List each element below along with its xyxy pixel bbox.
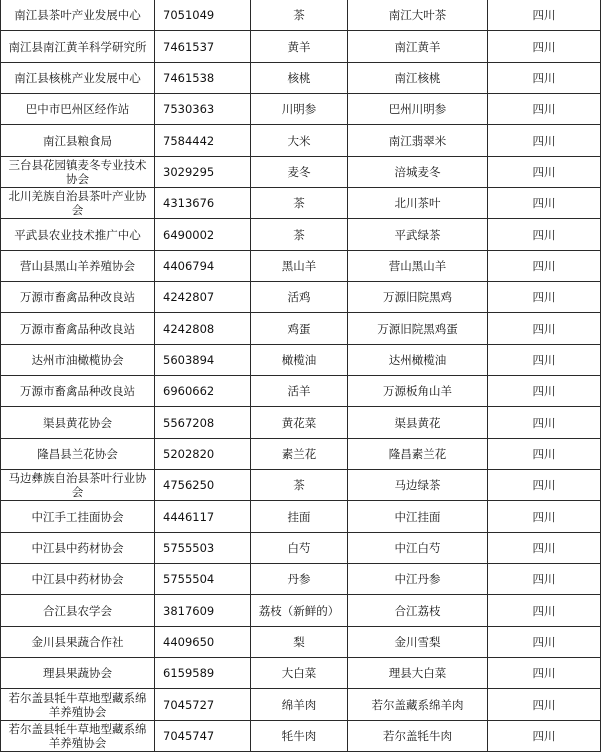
table-row [1,157,601,188]
product-cell: 大米 [251,125,348,157]
registration-number-cell: 6960662 [155,376,251,407]
product-cell: 茶 [251,0,348,31]
product-cell: 绵羊肉 [251,689,348,721]
product-cell: 荔枝（新鲜的） [251,595,348,627]
mark-name-cell: 南江黄羊 [348,31,488,63]
product-cell: 素兰花 [251,439,348,470]
product-cell: 鸡蛋 [251,313,348,345]
region-cell: 四川 [488,313,601,345]
region-cell: 四川 [488,439,601,470]
region-cell: 四川 [488,94,601,125]
applicant-cell: 北川羌族自治县茶叶产业协会 [1,188,155,219]
mark-name-cell: 营山黑山羊 [348,251,488,282]
applicant-cell: 南江县南江黄羊科学研究所 [1,31,155,63]
applicant-cell: 金川县果蔬合作社 [1,627,155,658]
table-row [1,439,601,470]
registration-number-cell: 4756250 [155,470,251,501]
applicant-cell: 中江县中药材协会 [1,533,155,564]
product-cell: 黄羊 [251,31,348,63]
region-cell: 四川 [488,658,601,689]
registration-number-cell: 7530363 [155,94,251,125]
table-row [1,282,601,313]
product-cell: 黄花菜 [251,407,348,439]
mark-name-cell: 南江翡翠米 [348,125,488,157]
mark-name-cell: 巴州川明参 [348,94,488,125]
region-cell: 四川 [488,501,601,533]
registration-number-cell: 4242807 [155,282,251,313]
table-row [1,251,601,282]
table-row [1,31,601,63]
registration-number-cell: 5755504 [155,564,251,595]
applicant-cell: 中江手工挂面协会 [1,501,155,533]
mark-name-cell: 南江核桃 [348,63,488,94]
table-row [1,313,601,345]
registration-number-cell: 5755503 [155,533,251,564]
region-cell: 四川 [488,564,601,595]
region-cell: 四川 [488,282,601,313]
mark-name-cell: 若尔盖藏系绵羊肉 [348,689,488,721]
mark-name-cell: 理县大白菜 [348,658,488,689]
region-cell: 四川 [488,533,601,564]
table-row [1,0,601,31]
mark-name-cell: 隆昌素兰花 [348,439,488,470]
mark-name-cell: 中江挂面 [348,501,488,533]
applicant-cell: 若尔盖县牦牛草地型藏系绵羊养殖协会 [1,721,155,752]
table-row [1,595,601,627]
applicant-cell: 南江县粮食局 [1,125,155,157]
table-row [1,564,601,595]
table-row [1,125,601,157]
mark-name-cell: 中江白芍 [348,533,488,564]
mark-name-cell: 万源旧院黑鸡蛋 [348,313,488,345]
region-cell: 四川 [488,627,601,658]
registration-number-cell: 5567208 [155,407,251,439]
product-cell: 梨 [251,627,348,658]
registration-number-cell: 3817609 [155,595,251,627]
region-cell: 四川 [488,407,601,439]
applicant-cell: 三台县花园镇麦冬专业技术协会 [1,157,155,188]
mark-name-cell: 中江丹参 [348,564,488,595]
mark-name-cell: 合江荔枝 [348,595,488,627]
product-cell: 麦冬 [251,157,348,188]
mark-name-cell: 金川雪梨 [348,627,488,658]
registration-number-cell: 4406794 [155,251,251,282]
table-body [1,0,601,752]
region-cell: 四川 [488,0,601,31]
registration-number-cell: 7045747 [155,721,251,752]
applicant-cell: 南江县茶叶产业发展中心 [1,0,155,31]
table-row [1,376,601,407]
applicant-cell: 隆昌县兰花协会 [1,439,155,470]
region-cell: 四川 [488,345,601,376]
applicant-cell: 万源市畜禽品种改良站 [1,313,155,345]
registration-number-cell: 4409650 [155,627,251,658]
applicant-cell: 营山县黑山羊养殖协会 [1,251,155,282]
table-row [1,658,601,689]
applicant-cell: 巴中市巴州区经作站 [1,94,155,125]
applicant-cell: 马边彝族自治县茶叶行业协会 [1,470,155,501]
region-cell: 四川 [488,721,601,752]
region-cell: 四川 [488,251,601,282]
registration-number-cell: 3029295 [155,157,251,188]
mark-name-cell: 若尔盖牦牛肉 [348,721,488,752]
table-row [1,219,601,251]
registration-number-cell: 6490002 [155,219,251,251]
product-cell: 茶 [251,219,348,251]
table-row [1,627,601,658]
applicant-cell: 理县果蔬协会 [1,658,155,689]
region-cell: 四川 [488,188,601,219]
registration-number-cell: 7045727 [155,689,251,721]
registration-number-cell: 4446117 [155,501,251,533]
region-cell: 四川 [488,219,601,251]
product-cell: 活羊 [251,376,348,407]
mark-name-cell: 渠县黄花 [348,407,488,439]
registration-number-cell: 5603894 [155,345,251,376]
table-row [1,501,601,533]
region-cell: 四川 [488,595,601,627]
product-cell: 茶 [251,188,348,219]
product-cell: 大白菜 [251,658,348,689]
registration-number-cell: 7584442 [155,125,251,157]
applicant-cell: 万源市畜禽品种改良站 [1,282,155,313]
mark-name-cell: 马边绿茶 [348,470,488,501]
applicant-cell: 达州市油橄榄协会 [1,345,155,376]
registration-number-cell: 7051049 [155,0,251,31]
region-cell: 四川 [488,470,601,501]
registration-number-cell: 4313676 [155,188,251,219]
mark-name-cell: 达州橄榄油 [348,345,488,376]
registration-number-cell: 5202820 [155,439,251,470]
region-cell: 四川 [488,376,601,407]
table-row [1,407,601,439]
region-cell: 四川 [488,689,601,721]
region-cell: 四川 [488,157,601,188]
table-row [1,689,601,721]
applicant-cell: 渠县黄花协会 [1,407,155,439]
product-cell: 核桃 [251,63,348,94]
product-cell: 活鸡 [251,282,348,313]
region-cell: 四川 [488,63,601,94]
applicant-cell: 合江县农学会 [1,595,155,627]
mark-name-cell: 万源板角山羊 [348,376,488,407]
table-row [1,345,601,376]
mark-name-cell: 万源旧院黑鸡 [348,282,488,313]
mark-name-cell: 南江大叶茶 [348,0,488,31]
table-row [1,721,601,752]
table-row [1,94,601,125]
product-cell: 挂面 [251,501,348,533]
applicant-cell: 南江县核桃产业发展中心 [1,63,155,94]
applicant-cell: 万源市畜禽品种改良站 [1,376,155,407]
product-cell: 牦牛肉 [251,721,348,752]
applicant-cell: 若尔盖县牦牛草地型藏系绵羊养殖协会 [1,689,155,721]
table-row [1,470,601,501]
table-row [1,188,601,219]
mark-name-cell: 北川茶叶 [348,188,488,219]
applicant-cell: 平武县农业技术推广中心 [1,219,155,251]
table-row [1,63,601,94]
product-cell: 橄榄油 [251,345,348,376]
registration-number-cell: 4242808 [155,313,251,345]
applicant-cell: 中江县中药材协会 [1,564,155,595]
product-cell: 川明参 [251,94,348,125]
mark-name-cell: 涪城麦冬 [348,157,488,188]
region-cell: 四川 [488,125,601,157]
registration-number-cell: 6159589 [155,658,251,689]
mark-name-cell: 平武绿茶 [348,219,488,251]
registration-number-cell: 7461538 [155,63,251,94]
product-cell: 黑山羊 [251,251,348,282]
product-cell: 丹参 [251,564,348,595]
region-cell: 四川 [488,31,601,63]
registration-number-cell: 7461537 [155,31,251,63]
product-cell: 白芍 [251,533,348,564]
product-cell: 茶 [251,470,348,501]
table-row [1,533,601,564]
